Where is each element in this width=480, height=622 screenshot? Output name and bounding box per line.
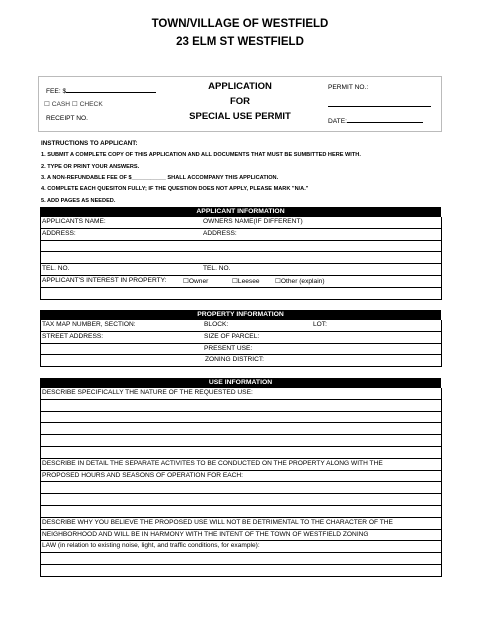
- fee-label: FEE: $: [46, 85, 156, 95]
- block-label: BLOCK:: [204, 321, 229, 328]
- present-use-label: PRESENT USE:: [204, 344, 253, 352]
- table-row[interactable]: [41, 435, 441, 447]
- owner-address-label: ADDRESS:: [203, 229, 237, 237]
- payment-method[interactable]: ☐ CASH ☐ CHECK: [44, 101, 103, 108]
- table-row[interactable]: [41, 494, 441, 506]
- street-address-label: STREET ADDRESS:: [42, 332, 104, 340]
- harmony-question-line1: DESCRIBE WHY YOU BELIEVE THE PROPOSED USE WILL NOT BE DETRIMENTAL TO THE CHARACTER OF THE: [42, 518, 393, 526]
- table-row[interactable]: [41, 241, 441, 253]
- applicant-section-heading: APPLICANT INFORMATION: [40, 207, 441, 217]
- applicants-name-label: APPLICANTS NAME:: [42, 218, 106, 225]
- applicant-table: [40, 217, 442, 300]
- instruction-2: 2. TYPE OR PRINT YOUR ANSWERS.: [41, 164, 140, 170]
- interest-label: APPLICANT'S INTEREST IN PROPERTY:: [42, 276, 167, 284]
- table-row[interactable]: [41, 252, 441, 264]
- table-row[interactable]: [41, 288, 441, 299]
- table-row[interactable]: [41, 400, 441, 412]
- date-label: DATE:: [328, 115, 423, 125]
- table-row[interactable]: [41, 447, 441, 459]
- table-row[interactable]: [41, 344, 441, 356]
- use-section-heading: USE INFORMATION: [40, 378, 441, 388]
- application-title-3: SPECIAL USE PERMIT: [189, 111, 291, 122]
- owner-tel-label: TEL. NO.: [203, 265, 231, 273]
- application-title-1: APPLICATION: [208, 81, 272, 92]
- table-row[interactable]: [41, 229, 441, 241]
- instructions-title: INSTRUCTIONS TO APPLICANT:: [41, 140, 138, 147]
- table-row[interactable]: [41, 332, 441, 344]
- activities-question-line2: PROPOSED HOURS AND SEASONS OF OPERATION FOR EACH:: [42, 471, 244, 479]
- address-label: ADDRESS:: [42, 229, 76, 237]
- table-row[interactable]: [41, 388, 441, 400]
- harmony-question-line3: LAW (in relation to existing noise, light, and traffic conditions, for example):: [42, 542, 260, 550]
- property-section-heading: PROPERTY INFORMATION: [40, 310, 441, 320]
- instruction-5: 5. ADD PAGES AS NEEDED.: [41, 198, 116, 204]
- property-table: [40, 320, 442, 367]
- tel-label: TEL. NO.: [42, 265, 70, 273]
- parcel-size-label: SIZE OF PARCEL:: [204, 332, 260, 340]
- instruction-3: 3. A NON-REFUNDABLE FEE OF $___________ SHALL ACCOMPANY THIS APPLICATION.: [41, 175, 279, 181]
- table-row[interactable]: [41, 553, 441, 565]
- table-row[interactable]: [41, 320, 441, 332]
- table-row[interactable]: [41, 541, 441, 553]
- table-row[interactable]: [41, 217, 441, 229]
- table-row[interactable]: [41, 264, 441, 276]
- table-row[interactable]: [41, 518, 441, 530]
- owners-name-label: OWNERS NAME(IF DIFFERENT): [203, 218, 303, 225]
- date-field[interactable]: [347, 115, 423, 123]
- leesee-checkbox[interactable]: ☐Leesee: [232, 277, 260, 285]
- table-row[interactable]: [41, 459, 441, 471]
- table-row[interactable]: [41, 412, 441, 424]
- application-title-2: FOR: [229, 96, 251, 107]
- zoning-district-label: ZONING DISTRICT:: [205, 356, 264, 364]
- table-row[interactable]: [41, 530, 441, 542]
- permit-no-field[interactable]: [328, 106, 431, 107]
- requested-use-question: DESCRIBE SPECIFICALLY THE NATURE OF THE REQUESTED USE:: [42, 389, 253, 396]
- instruction-1: 1. SUBMIT A COMPLETE COPY OF THIS APPLICATION AND ALL DOCUMENTS THAT MUST BE SUMBITTED HERE WITH.: [41, 152, 361, 158]
- town-address: 23 ELM ST WESTFIELD: [176, 36, 304, 48]
- table-row[interactable]: [41, 565, 441, 576]
- permit-no-label: PERMIT NO.:: [328, 84, 369, 91]
- table-row[interactable]: [41, 506, 441, 518]
- harmony-question-line2: NEIGHBORHOOD AND WILL BE IN HARMONY WITH THE INTENT OF THE TOWN OF WESTFIELD ZONING: [42, 530, 369, 538]
- instruction-4: 4. COMPLETE EACH QUESITON FULLY; IF THE QUESTION DOES NOT APPLY, PLEASE MARK "N/A.": [41, 186, 309, 192]
- table-row[interactable]: [41, 471, 441, 483]
- table-row[interactable]: [41, 482, 441, 494]
- table-row[interactable]: [41, 355, 441, 366]
- use-table: [40, 388, 442, 577]
- receipt-label: RECEIPT NO.: [46, 115, 89, 122]
- table-row[interactable]: [41, 276, 441, 288]
- town-name: TOWN/VILLAGE OF WESTFIELD: [151, 18, 329, 30]
- tax-map-label: TAX MAP NUMBER, SECTION:: [42, 321, 136, 328]
- lot-label: LOT:: [313, 321, 327, 328]
- fee-field[interactable]: [66, 85, 156, 93]
- table-row[interactable]: [41, 423, 441, 435]
- other-checkbox[interactable]: ☐Other (explain): [275, 277, 325, 285]
- activities-question-line1: DESCRIBE IN DETAIL THE SEPARATE ACTIVITES TO BE CONDUCTED ON THE PROPERTY ALONG WITH THE: [42, 459, 383, 467]
- owner-checkbox[interactable]: ☐Owner: [183, 277, 209, 285]
